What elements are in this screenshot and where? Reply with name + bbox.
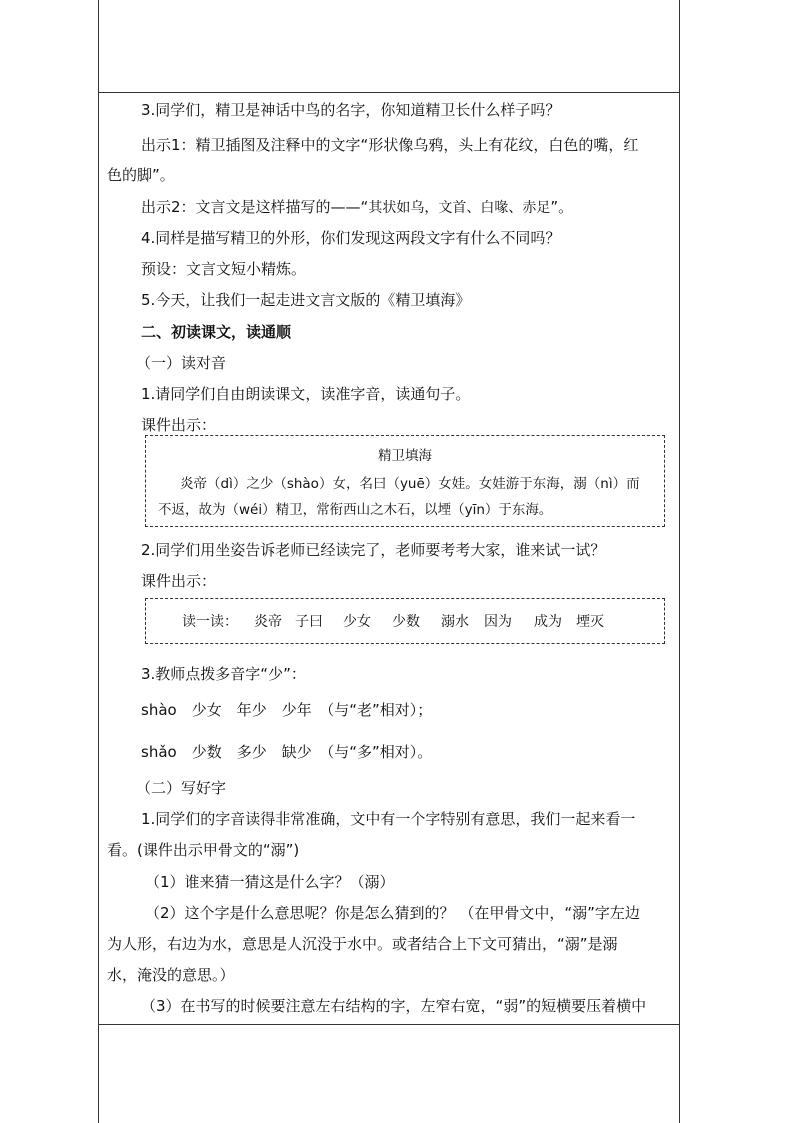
- text-line: 3.同学们，精卫是神话中鸟的名字，你知道精卫长什么样子吗？: [141, 101, 561, 119]
- text-line: （1）谁来猜一猜这是什么字？（溺）: [145, 873, 395, 891]
- word-item: 子曰: [295, 614, 323, 630]
- text-line: 为人形，右边为水，意思是人沉没于水中。或者结合上下文可猜出，“溺”是溺: [107, 935, 618, 953]
- subsection-heading: （一）读对音: [136, 354, 227, 372]
- word-item: 堙灭: [576, 614, 604, 630]
- box-title: 精卫填海: [378, 448, 432, 464]
- word-item: 成为: [534, 614, 562, 630]
- section-heading: 二、初读课文，读通顺: [141, 323, 292, 341]
- text-line: 3.教师点拨多音字“少”：: [141, 665, 306, 683]
- table-left-border-bottom: [98, 1025, 99, 1123]
- text-line: 出示1：精卫插图及注释中的文字“形状像乌鸦，头上有花纹，白色的嘴，红: [141, 136, 639, 154]
- text-line: （2）这个字是什么意思呢？你是怎么猜到的？ （在甲骨文中，“溺”字左边: [145, 904, 640, 922]
- word-item: 少数: [392, 614, 420, 630]
- courseware-box-words: [145, 598, 665, 644]
- table-right-border-top: [679, 0, 680, 92]
- pinyin-line: shào 少女 年少 少年 （与“老”相对）；: [141, 701, 433, 719]
- word-item: 炎帝: [254, 614, 282, 630]
- subsection-heading: （二）写好字: [136, 779, 227, 797]
- courseware-box-text: [145, 435, 665, 527]
- text-line: 1.请同学们自由朗读课文，读准字音，读通句子。: [141, 385, 471, 403]
- text-line: 2.同学们用坐姿告诉老师已经读完了，老师要考考大家，谁来试一试？: [141, 541, 606, 559]
- table-right-border-bottom: [679, 1025, 680, 1123]
- text-line: 预设：文言文短小精炼。: [141, 260, 307, 278]
- text-line: 出示2：文言文是这样描写的——“其状如乌，文首、白喙、赤足”。: [141, 198, 574, 216]
- text-line: （3）在书写的时候要注意左右结构的字，左窄右宽，“弱”的短横要压着横中: [141, 997, 647, 1015]
- text-line: 课件出示：: [141, 416, 217, 434]
- text-line: 4.同样是描写精卫的外形，你们发现这两段文字有什么不同吗？: [141, 229, 561, 247]
- classical-quote: 其状如乌，文首、白喙、赤足: [368, 200, 551, 216]
- table-left-border-top: [98, 0, 99, 92]
- box-line: 炎帝（dì）之少（shào）女，名曰（yuē）女娃。女娃游于东海，溺（nì）而: [180, 476, 640, 492]
- text-line: 水，淹没的意思。）: [107, 966, 235, 984]
- text-line: 色的脚”。: [107, 166, 175, 184]
- text-line: 5.今天，让我们一起走进文言文版的《精卫填海》: [141, 291, 471, 309]
- box-label: 读一读：: [182, 614, 238, 630]
- pinyin-line: shǎo 少数 多少 缺少 （与“多”相对）。: [141, 743, 433, 761]
- word-item: 因为: [484, 614, 512, 630]
- text-line: 课件出示：: [141, 572, 217, 590]
- text-line: 看。(课件出示甲骨文的“溺”): [107, 841, 300, 859]
- word-item: 溺水: [441, 614, 469, 630]
- box-line: 不返，故为（wéi）精卫，常衔西山之木石，以堙（yīn）于东海。: [158, 502, 553, 518]
- word-item: 少女: [343, 614, 371, 630]
- text-line: 1.同学们的字音读得非常准确，文中有一个字特别有意思，我们一起来看一: [141, 810, 636, 828]
